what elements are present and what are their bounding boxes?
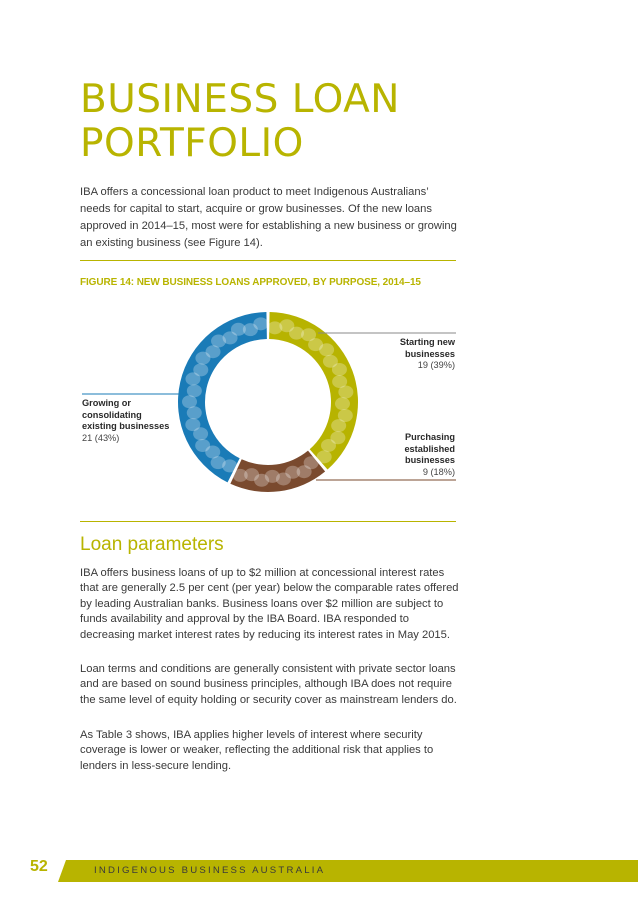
slice-starting-new-dot	[319, 343, 334, 356]
paragraph-3: As Table 3 shows, IBA applies higher levels of interest where security coverage is lower or weaker, reflecting the additional risk that applies to lenders in less-secure lending.	[80, 729, 434, 772]
label-purchasing-value: 9 (18%)	[422, 466, 455, 477]
section-heading: Loan parameters	[80, 534, 224, 555]
figure-bottom-rule	[80, 521, 456, 522]
intro-paragraph: IBA offers a concessional loan product to meet Indigenous Australians’ needs for capital to start, acquire or grow businesses. Of the new loans approved in 2014–15, most were for establishing a new business or growing an existing business (see Figure 14).	[80, 186, 457, 249]
footer-org-name: INDIGENOUS BUSINESS AUSTRALIA	[94, 865, 326, 876]
label-purchasing	[345, 432, 455, 478]
label-starting-new-l2: businesses	[404, 348, 455, 359]
slice-starting-new-dot	[335, 397, 350, 410]
page-number: 52	[30, 858, 48, 875]
label-purchasing-l3: businesses	[404, 455, 455, 465]
slice-growing-dot	[253, 317, 268, 330]
slice-starting-new-dot	[331, 419, 346, 432]
title-line-1: BUSINESS LOAN	[80, 77, 400, 122]
slice-starting-new-dot	[317, 450, 332, 463]
label-starting-new	[345, 337, 455, 372]
slice-starting-new-dot	[338, 386, 353, 399]
label-growing-value: 21 (43%)	[82, 432, 120, 443]
title-line-2: PORTFOLIO	[80, 121, 304, 166]
label-growing-l2: consolidating	[82, 409, 142, 420]
label-growing	[82, 398, 192, 444]
label-purchasing-l2: established	[404, 443, 455, 454]
label-purchasing-l1: Purchasing	[404, 432, 455, 442]
label-growing-l1: Growing or	[82, 398, 131, 408]
label-growing-l3: existing businesses	[82, 421, 170, 431]
paragraph-1: IBA offers business loans of up to $2 million at concessional interest rates that are generally 2.5 per cent (per year) below the comparable rates offered by leading Australian banks. Business loans over $2 million are subject to funds availability and approval by the IBA Board. IBA responded to decreasing market interest rates by reducing its interest rates in May 2015.	[80, 567, 459, 641]
slice-growing-dot	[187, 384, 202, 397]
label-starting-new-value: 19 (39%)	[417, 360, 455, 370]
figure-caption: FIGURE 14: NEW BUSINESS LOANS APPROVED, BY PURPOSE, 2014–15	[80, 277, 421, 288]
paragraph-2: Loan terms and conditions are generally consistent with private sector loans and are based on sound business principles, although IBA does not require the same level of equity holding or security cover as mainstream lenders do.	[80, 663, 457, 706]
slice-growing-dot	[193, 363, 208, 376]
slice-growing-dot	[195, 439, 210, 452]
slice-purchasing-dot	[233, 469, 248, 482]
slice-starting-new-dot	[321, 439, 336, 452]
label-starting-new-l1: Starting new	[399, 337, 455, 347]
